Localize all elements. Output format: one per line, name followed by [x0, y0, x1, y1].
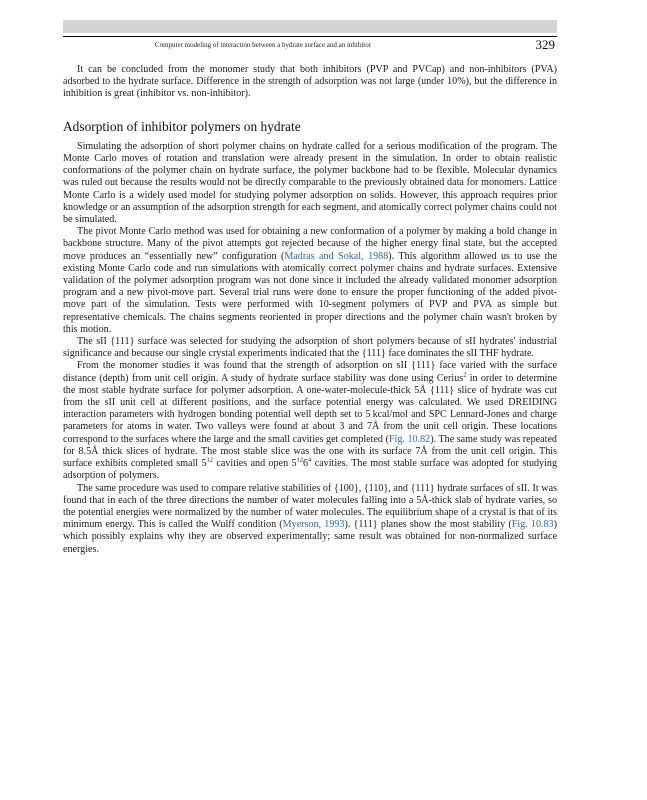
superscript: 2 — [463, 371, 467, 379]
figure-link[interactable]: Fig. 10.82 — [388, 433, 431, 445]
text-span: in order to determine the most stable hydrate surface for polymer adsorption. A one-water-molecule-thick 5Å {111} slice of hydrate was cut from the sII unit cell at different positions, and the surface potential energy was calculated. We used DREIDING interaction parameters with hydrogen bonding potential well depth set to 5 kcal/mol and SPC Lennard-Jones and charge parameters for atoms in water. Two valleys were found at about 3 and 7Å from the unit cell origin. These locations correspond to the surfaces where the large and the small cavities get completed ( — [63, 372, 557, 445]
running-head — [63, 36, 557, 53]
superscript: 12 — [296, 456, 304, 464]
page-number: 329 — [535, 37, 555, 52]
text-span: 6 — [303, 458, 309, 470]
figure-link[interactable]: Fig. 10.83 — [511, 519, 554, 531]
text-span: ) which possibly explains why they are observed experimentally; same result was obtained for non-normalized surface energies. — [63, 519, 557, 555]
running-title: Computer modeling of interaction between a hydrate surface and an inhibitor — [154, 41, 372, 49]
body-text — [63, 64, 557, 556]
text-span: ). The same study was repeated for 8.5Å thick slices of hydrate. The most stable slice was the one with its surface 7Å from the unit cell origin. This surface exhibits completed small 5 — [63, 433, 557, 470]
paragraph-pivot-method — [63, 226, 557, 336]
paragraph-conclusion: It can be concluded from the monomer study that both inhibitors (PVP and PVCap) and non-inhibitors (PVA) adsorbed to the hydrate surface. Difference in the strength of adsorption was not large (under 10%), but the difference in inhibition is great (inhibitor vs. non-inhibitor). — [63, 64, 557, 100]
paragraph-simulation: Simulating the adsorption of short polymer chains on hydrate called for a serious modification of the program. The Monte Carlo moves of rotation and translation were already present in the simulation. In order to obtain realistic conformations of the polymer chain on hydrate surface, the polymer backbone had to be flexible. Molecular dynamics was ruled out because the results would not be directly comparable to the previously obtained data for monomers. Lattice Monte Carlo is a widely used model for studying polymer adsorption on solids. However, this approach requires prior knowledge or an assumption of the adsorption strength for each segment, and atomically correct polymer chains could not be simulated. — [63, 140, 557, 226]
superscript: 4 — [308, 456, 312, 464]
text-span: The pivot Monte Carlo method was used for obtaining a new conformation of a polymer by making a bold change in backbone structure. Many of the pivot attempts got rejected because of the higher energy final state, but the accepted move produces an “essentially new” configuration ( — [63, 226, 557, 262]
text-span: From the monomer studies it was found that the strength of adsorption on sII {111} face varied with the surface distance (depth) from unit cell origin. A study of hydrate surface stability was done using Cerius — [63, 360, 557, 384]
superscript: 12 — [206, 456, 214, 464]
text-span: ). {111} planes show the most stability ( — [344, 519, 512, 531]
paragraph-wulff — [63, 483, 557, 556]
citation-link[interactable]: Myerson, 1993 — [282, 519, 345, 531]
text-span: cavities. The most stable surface was adopted for studying adsorption of polymers. — [63, 458, 557, 482]
text-span: ). This algorithm allowed us to use the existing Monte Carlo code and run simulations with atomically correct polymer chains and hydrate surfaces. Extensive validation of the polymer adsorption program was not done since it included the already validated monomer adsorption program and a new pivot-move part. Several trial runs were done to ensure the proper functioning of the added pivot-move part of the simulation. Tests were performed with 10-segment polymers of PVP and PVA as simple but representative chemicals. The chains segments reoriented in proper directions and the polymer chain wasn't broken by this motion. — [63, 250, 557, 335]
section-heading: Adsorption of inhibitor polymers on hydrate — [63, 118, 301, 134]
text-span: cavities and open 5 — [213, 458, 297, 470]
citation-link[interactable]: Madras and Sokal, 1988 — [284, 250, 389, 262]
header-bar — [63, 20, 557, 33]
paragraph-monomer-studies — [63, 360, 557, 482]
paragraph-sii-surface: The sII {111} surface was selected for studying the adsorption of short polymers because of sII hydrates' industrial significance and because our single crystal experiments indicated that the {111} face dominates the sII THF hydrate. — [63, 336, 557, 360]
text-span: The same procedure was used to compare relative stabilities of {100}, {110}, and {111} hydrate surfaces of sII. It was found that in each of the three directions the number of water molecules falling into a 5Å-thick slab of hydrate varies, so the potential energies were normalized by the number of water molecules. The equilibrium shape of a crystal is that of its minimum energy. This is called the Wulff condition ( — [63, 482, 557, 531]
